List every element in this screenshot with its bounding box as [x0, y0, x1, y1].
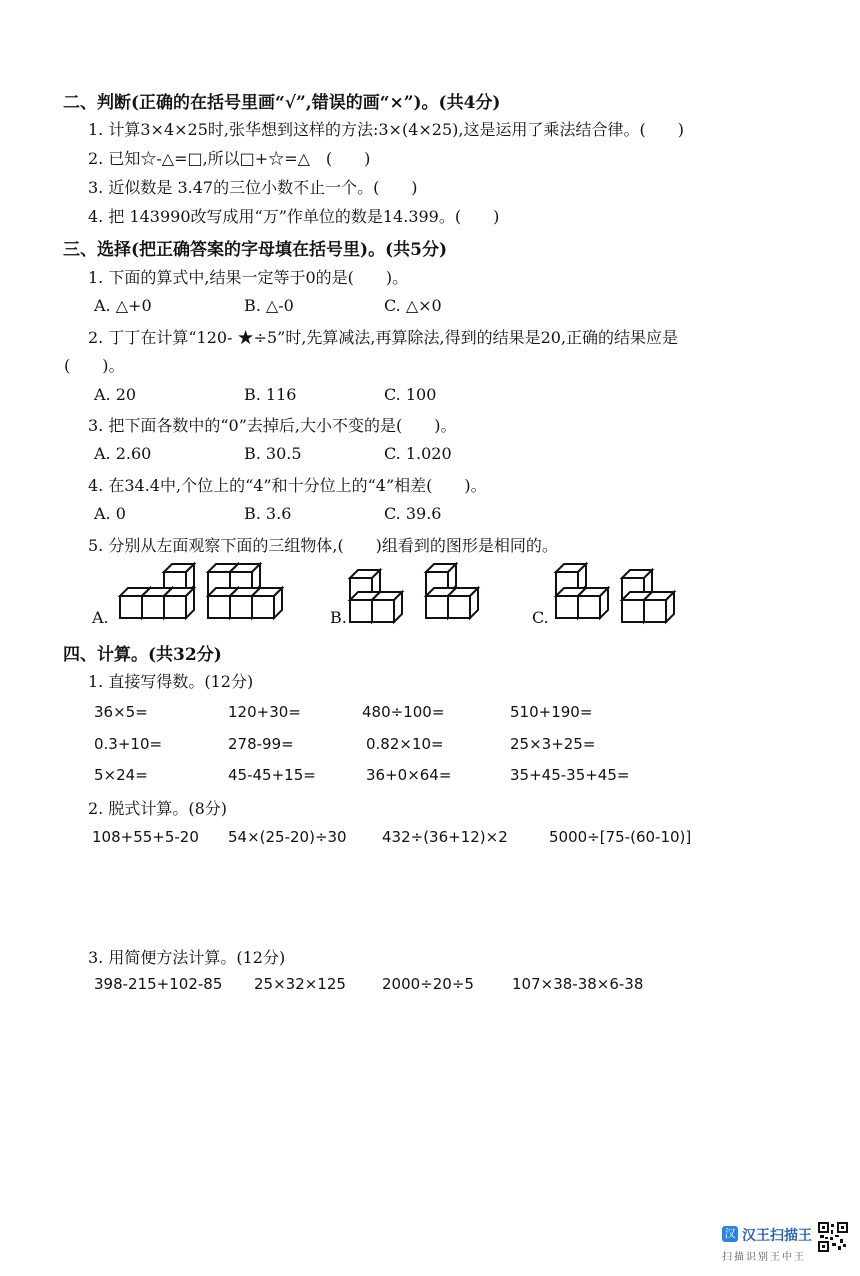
simplified-calc: 107×38-38×6-38: [512, 975, 644, 993]
choice-q3-opt-a: A. 2.60: [94, 444, 152, 463]
oral-calc: 36+0×64=: [366, 766, 452, 784]
figure-label-a: A.: [92, 608, 109, 627]
part-1-title: 1. 直接写得数。(12分): [88, 672, 254, 691]
choice-q1-opt-c: C. △×0: [384, 296, 442, 315]
choice-q2-opt-b: B. 116: [244, 385, 297, 404]
cube-group-c1: [556, 564, 608, 618]
cube-group-a2: [208, 564, 282, 618]
part-3-title: 3. 用简便方法计算。(12分): [88, 948, 286, 967]
choice-q4-opt-c: C. 39.6: [384, 504, 442, 523]
stepwise-calc: 5000÷[75-(60-10)]: [549, 828, 692, 846]
cube-group-b1: [350, 570, 402, 622]
judge-item-1: 1. 计算3×4×25时,张华想到这样的方法:3×(4×25),这是运用了乘法结合律。( ): [88, 120, 684, 139]
figure-label-b: B.: [330, 608, 347, 627]
section-4-title: 四、计算。(共32分): [63, 645, 222, 665]
choice-q3-opt-c: C. 1.020: [384, 444, 452, 463]
choice-q4: 4. 在34.4中,个位上的“4”和十分位上的“4”相差( )。: [88, 476, 487, 495]
choice-q5: 5. 分别从左面观察下面的三组物体,( )组看到的图形是相同的。: [88, 536, 558, 555]
stepwise-calc: 108+55+5-20: [92, 828, 199, 846]
watermark-subtitle: 扫描识别王中王: [722, 1252, 806, 1263]
oral-calc: 278-99=: [228, 735, 294, 753]
oral-calc: 0.82×10=: [366, 735, 444, 753]
section-2-title: 二、判断(正确的在括号里画“√”,错误的画“×”)。(共4分): [63, 93, 501, 113]
simplified-calc: 2000÷20÷5: [382, 975, 474, 993]
cube-group-b2: [426, 564, 478, 618]
judge-item-4: 4. 把 143990改写成用“万”作单位的数是14.399。( ): [88, 207, 500, 226]
figure-label-c: C.: [532, 608, 549, 627]
qr-code-icon: [818, 1222, 848, 1252]
choice-q3-opt-b: B. 30.5: [244, 444, 302, 463]
choice-q1: 1. 下面的算式中,结果一定等于0的是( )。: [88, 268, 409, 287]
oral-calc: 25×3+25=: [510, 735, 596, 753]
choice-q2-opt-a: A. 20: [94, 385, 137, 404]
scanner-watermark: [722, 1222, 847, 1266]
oral-calc: 36×5=: [94, 703, 148, 721]
choice-q2-opt-c: C. 100: [384, 385, 437, 404]
choice-q4-opt-b: B. 3.6: [244, 504, 292, 523]
choice-q1-opt-a: A. △+0: [94, 296, 152, 315]
stepwise-calc: 432÷(36+12)×2: [382, 828, 508, 846]
scanner-logo-icon: 汉: [722, 1226, 738, 1242]
oral-calc: 120+30=: [228, 703, 301, 721]
oral-calc: 480÷100=: [362, 703, 445, 721]
cube-figures: [90, 558, 690, 630]
cube-group-c2: [622, 570, 674, 622]
oral-calc: 5×24=: [94, 766, 148, 784]
simplified-calc: 25×32×125: [254, 975, 346, 993]
watermark-title: 汉王扫描王: [742, 1228, 812, 1244]
part-2-title: 2. 脱式计算。(8分): [88, 799, 228, 818]
stepwise-calc: 54×(25-20)÷30: [228, 828, 347, 846]
judge-item-2: 2. 已知☆-△=□,所以□+☆=△ ( ): [88, 149, 371, 168]
choice-q1-opt-b: B. △-0: [244, 296, 294, 315]
judge-item-3: 3. 近似数是 3.47的三位小数不止一个。( ): [88, 178, 418, 197]
choice-q3: 3. 把下面各数中的“0”去掉后,大小不变的是( )。: [88, 416, 457, 435]
oral-calc: 35+45-35+45=: [510, 766, 630, 784]
oral-calc: 0.3+10=: [94, 735, 163, 753]
section-3-title: 三、选择(把正确答案的字母填在括号里)。(共5分): [63, 240, 448, 260]
choice-q2-line2: ( )。: [64, 356, 125, 375]
simplified-calc: 398-215+102-85: [94, 975, 223, 993]
oral-calc: 45-45+15=: [228, 766, 316, 784]
oral-calc: 510+190=: [510, 703, 593, 721]
choice-q4-opt-a: A. 0: [94, 504, 126, 523]
cube-group-a1: [120, 564, 194, 618]
choice-q2-line1: 2. 丁丁在计算“120- ★÷5”时,先算减法,再算除法,得到的结果是20,正确的结果应是: [88, 328, 679, 347]
